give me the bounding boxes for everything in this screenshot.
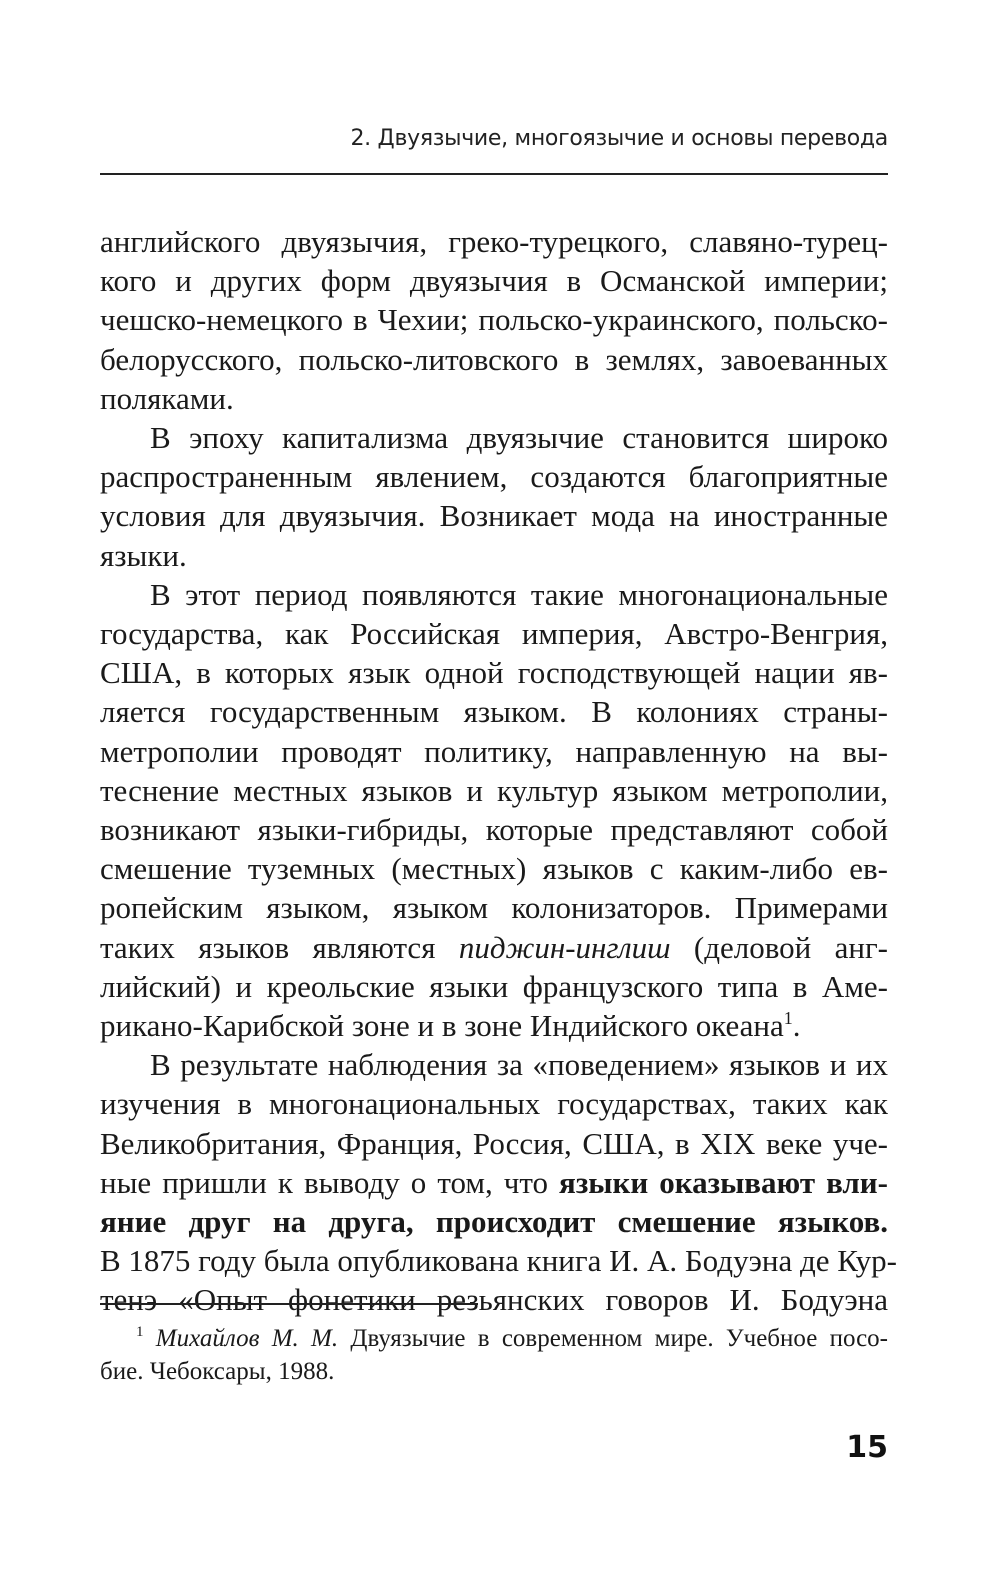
text-line: метрополии проводят политику, направленную на вы- (100, 733, 888, 769)
text-line: распространенным явлением, создаются благоприятные (100, 459, 888, 495)
paragraph-3 (100, 575, 888, 1045)
text-line: изучения в многонациональных государствах, таких как (100, 1086, 888, 1122)
text-line: смешение туземных (местных) языков с каким-либо ев- (100, 851, 888, 887)
bold-emphasis: яние друг на друга, происходит смешение языков. (100, 1204, 888, 1240)
text-fragment: ные пришли к выводу о том, что (100, 1164, 560, 1200)
text-line: условия для двуязычия. Возникает мода на иностранные (100, 498, 888, 534)
italic-term: пиджин-инглиш (458, 929, 671, 965)
page-number: 15 (846, 1430, 888, 1465)
footnote-reference: 1 (783, 1008, 793, 1029)
text-line: В 1875 году была опубликована книга И. А. Бодуэна де Кур- (100, 1243, 897, 1279)
text-line: В этот период появляются такие многонациональные (150, 576, 888, 612)
paragraph-1 (100, 222, 888, 418)
text-line: кого и других форм двуязычия в Османской империи; (100, 263, 888, 299)
text-line: лийский) и креольские языки французского типа в Аме- (100, 968, 888, 1004)
footnote-author: Михайлов М. М. (155, 1325, 339, 1352)
text-fragment: рикано-Карибской зоне и в зоне Индийского океана (100, 1008, 784, 1044)
text-line (100, 1163, 888, 1202)
footnote-marker: 1 (136, 1324, 144, 1340)
text-line: В результате наблюдения за «поведением» языков и их (150, 1047, 888, 1083)
text-line: ропейским языком, языком колонизаторов. Примерами (100, 890, 888, 926)
text-line: чешско-немецкого в Чехии; польско-украинского, польско- (100, 302, 888, 338)
text-line (100, 1006, 888, 1045)
text-line (100, 1202, 888, 1241)
text-fragment: Двуязычие в современном мире. Учебное посо- (338, 1325, 888, 1352)
text-line: ляется государственным языком. В колониях страны- (100, 694, 888, 730)
text-line: Великобритания, Франция, Россия, США, в XIX веке уче- (100, 1125, 888, 1161)
text-line: В эпоху капитализма двуязычие становится широко (150, 420, 888, 456)
text-line: английского двуязычия, греко-турецкого, славяно-турец- (100, 224, 888, 259)
text-fragment: . (792, 1008, 801, 1044)
paragraph-4 (100, 1045, 897, 1319)
text-fragment: (деловой анг- (670, 929, 889, 965)
paragraph-2 (100, 418, 888, 575)
text-line: поляками. (100, 380, 234, 416)
footnote-line: бие. Чебоксары, 1988. (100, 1358, 335, 1385)
text-line: США, в которых язык одной господствующей нации яв- (100, 655, 888, 691)
text-line: языки. (100, 537, 187, 573)
text-line: возникают языки-гибриды, которые представляют собой (100, 812, 888, 848)
main-text (100, 222, 897, 1320)
text-line: государства, как Российская империя, Австро-Венгрия, (100, 616, 888, 652)
bold-emphasis: языки оказывают вли- (559, 1164, 888, 1200)
footnote-divider (100, 1303, 478, 1305)
text-line: белорусского, польско-литовского в землях, завоеванных (100, 341, 888, 377)
running-header: 2. Двуязычие, многоязычие и основы перевода (350, 126, 888, 151)
footnote (100, 1322, 888, 1388)
text-line (100, 928, 888, 967)
text-line: тенэ «Опыт фонетики резьянских говоров И. Бодуэна (100, 1282, 888, 1318)
text-fragment: таких языков являются (100, 929, 459, 965)
header-divider (100, 173, 888, 175)
footnote-line (100, 1322, 888, 1355)
text-line: теснение местных языков и культур языком метрополии, (100, 772, 888, 808)
